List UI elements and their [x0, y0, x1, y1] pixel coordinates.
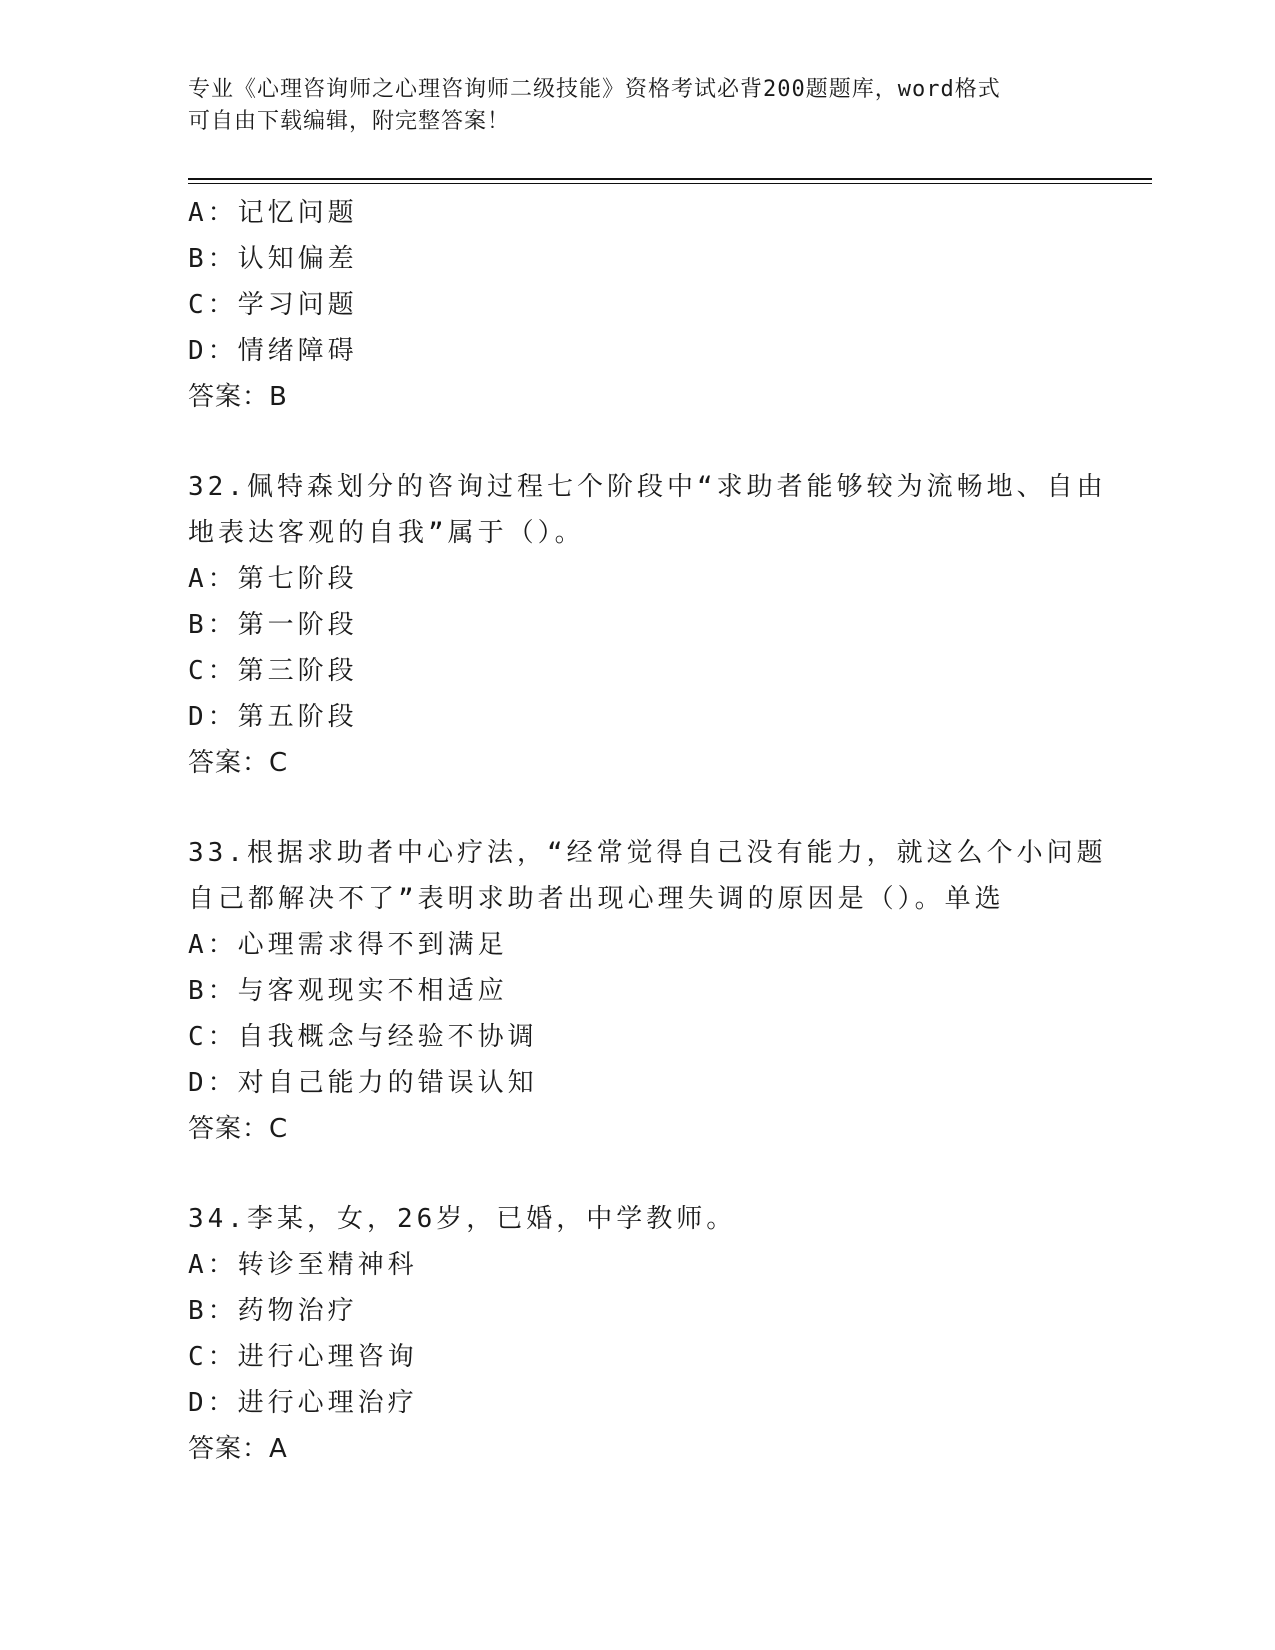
option-d: D：情绪障碍	[188, 336, 358, 366]
option-a: A：心理需求得不到满足	[188, 930, 508, 960]
option-d: D：第五阶段	[188, 702, 358, 732]
option-b: B：认知偏差	[188, 244, 358, 274]
option-a: A：第七阶段	[188, 564, 358, 594]
question-stem: 自己都解决不了”表明求助者出现心理失调的原因是（）。单选	[188, 884, 1005, 914]
spacer	[188, 420, 1148, 464]
question-block	[188, 830, 1148, 1152]
question-block	[188, 190, 1148, 420]
document-header	[188, 74, 1068, 138]
option-b: B：第一阶段	[188, 610, 358, 640]
option-c: C：进行心理咨询	[188, 1342, 418, 1372]
option-a: A：记忆问题	[188, 198, 358, 228]
option-b: B：药物治疗	[188, 1296, 358, 1326]
spacer	[188, 1152, 1148, 1196]
option-d: D：进行心理治疗	[188, 1388, 418, 1418]
option-c: C：第三阶段	[188, 656, 358, 686]
question-stem: 32.佩特森划分的咨询过程七个阶段中“求助者能够较为流畅地、自由	[188, 472, 1107, 502]
option-d: D：对自己能力的错误认知	[188, 1068, 538, 1098]
spacer	[188, 786, 1148, 830]
question-stem: 地表达客观的自我”属于（）。	[188, 518, 585, 548]
question-stem: 33.根据求助者中心疗法，“经常觉得自己没有能力，就这么个小问题	[188, 838, 1107, 868]
answer-line: 答案：C	[188, 1114, 289, 1144]
answer-line: 答案：B	[188, 382, 288, 412]
question-list	[188, 190, 1148, 1472]
question-block	[188, 464, 1148, 786]
header-divider	[188, 178, 1152, 184]
question-stem: 34.李某，女，26岁，已婚，中学教师。	[188, 1204, 737, 1234]
option-c: C：自我概念与经验不协调	[188, 1022, 538, 1052]
question-block	[188, 1196, 1148, 1472]
header-line-1: 专业《心理咨询师之心理咨询师二级技能》资格考试必背200题题库，word格式	[188, 77, 1001, 102]
option-a: A：转诊至精神科	[188, 1250, 418, 1280]
header-line-2: 可自由下载编辑，附完整答案！	[188, 109, 511, 134]
answer-line: 答案：C	[188, 748, 289, 778]
answer-line: 答案：A	[188, 1434, 288, 1464]
option-b: B：与客观现实不相适应	[188, 976, 508, 1006]
option-c: C：学习问题	[188, 290, 358, 320]
